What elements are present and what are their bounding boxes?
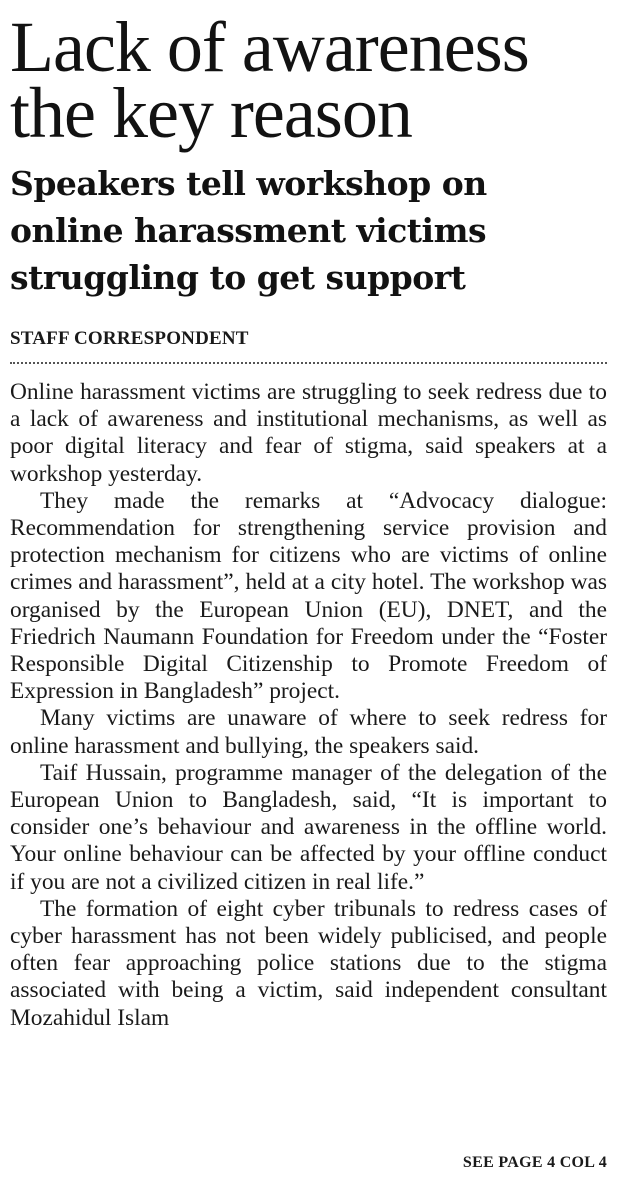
body-paragraph-4: Taif Hussain, programme manager of the delegation of the European Union to Bangladesh, said, “It is important to consider one’s behaviour and awareness in the offline world. Your online behaviour can be affected by your offline conduct if you are not a civilized citizen in real life.” (10, 759, 607, 895)
headline-line-1: Lack of awareness (10, 7, 529, 87)
headline (10, 7, 607, 153)
subheadline-line-2: online harassment victims (10, 211, 487, 250)
subheadline-line-3: struggling to get support (10, 258, 466, 297)
article-body (10, 379, 607, 1032)
body-paragraph-1: Online harassment victims are struggling to seek redress due to a lack of awareness and institutional mechanisms, as well as poor digital literacy and fear of stigma, said speakers at a workshop yesterday. (10, 379, 607, 487)
body-paragraph-5: The formation of eight cyber tribunals to redress cases of cyber harassment has not been widely publicised, and people often fear approaching police stations due to the stigma associated with being a victim, said independent consultant Mozahidul Islam (10, 895, 607, 1031)
subheadline-line-1: Speakers tell workshop on (10, 164, 487, 203)
headline-line-2: the key reason (10, 73, 412, 153)
subheadline (10, 160, 607, 301)
continued-on-page-note: SEE PAGE 4 COL 4 (462, 1154, 607, 1171)
article (10, 0, 607, 1032)
dotted-divider (10, 362, 607, 364)
body-paragraph-3: Many victims are unaware of where to seek redress for online harassment and bullying, the speakers said. (10, 705, 607, 759)
byline: STAFF CORRESPONDENT (10, 328, 249, 349)
body-paragraph-2: They made the remarks at “Advocacy dialogue: Recommendation for strengthening service provision and protection mechanism for citizens who are victims of online crimes and harassment”, held at a city hotel. The workshop was organised by the European Union (EU), DNET, and the Friedrich Naumann Foundation for Freedom under the “Foster Responsible Digital Citizenship to Promote Freedom of Expression in Bangladesh” project. (10, 487, 607, 705)
